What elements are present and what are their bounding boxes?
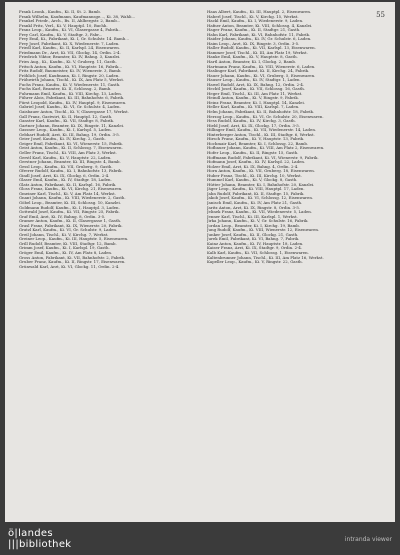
directory-entry: Fries Aug., Ki., Kaufm., Ki. V, Gruberg. 11, Gasth.	[19, 59, 117, 65]
directory-entry: Gruber Franz, Kaufm., Ki. II, Ringstr. 17, Eisenwaren.	[19, 259, 126, 265]
directory-entry: Graf Emil, Arzt, Ki. IV, Bahng. 8, Ordin. 3-5.	[19, 213, 106, 219]
directory-entry: Huber Franz, Tischl., Ki. III, Kirchg. 10, Werkst.	[207, 172, 302, 178]
scanned-page	[5, 2, 395, 522]
directory-entry: Fuchs Karl, Beamter, Ki. II, Schlossg. 2, Bamb.	[19, 86, 112, 92]
directory-entry: Geiger Emil, Fabrikant, Ki. VI, Wienerstr. 15, Fabrik.	[19, 140, 124, 146]
directory-entry: Geier Josef, Kaufm., Ki. IV, Kirchg. 2, Gasth.	[19, 136, 106, 142]
directory-entry: Hartmann Franz, Kaufm., Ki. VIII, Wienerstr. 6, Laden.	[207, 63, 316, 69]
directory-entry: Gaisbauer Anton, Tischl., Ki. V, Glasergasse 17, Werkst.	[19, 109, 129, 115]
directory-entry: Gerstner Johann, Beamter, Ki. III, Ringstr. 4, Bamb.	[19, 159, 121, 165]
viewer-label[interactable]: intranda viewer	[344, 536, 392, 543]
directory-entry: Greiner Leop., Kaufm., Ki. III, Hauptstr. 5, Eisenwaren.	[19, 236, 129, 242]
directory-entry: Gnant Johann, Kaufm., Ki. VIII, Wiedenerstr. 2, Gasth.	[19, 195, 126, 201]
directory-entry: Grünwald Karl, Arzt, Ki. VI, Glockg. 11, Ordin. 2-4.	[19, 263, 120, 269]
directory-entry: Kapeller Leop., Kaufm., Ki. V, Ringstr. 22, Gasth.	[207, 259, 303, 265]
directory-entry: Haslinger Karl, Fabrikant, Ki. II, Kirchg. 24, Fabrik.	[207, 68, 310, 74]
directory-entry: Jordan Leop., Beamter, Ki. I, Kirchg. 19, Bamb.	[207, 222, 300, 228]
library-logo[interactable]	[8, 528, 71, 550]
directory-entry: Gall Franz, Gastwirt, Ki. II, Hauptpl. 12, Gasth.	[19, 113, 113, 119]
directory-entry: Holzer Emil, Arzt, Ki. IX, Bahng. 4, Ordin. 2-4.	[207, 163, 299, 169]
directory-entry: Jelinek Franz, Kaufm., Ki. VII, Wiedenerstr. 5, Laden.	[207, 209, 313, 215]
directory-entry: Heinz Franz, Beamter, Ki. I, Hauptpl. 14, Kanzlei.	[207, 99, 305, 105]
directory-entry: Göbel Leop., Beamter, Ki. III, Schlossg. 10, Kanzlei.	[19, 199, 121, 205]
directory-entry: Hafner Anton, Beamter, Ki. VIII, Schlossg. 4, Kanzlei.	[207, 22, 313, 28]
directory-entry: Gindl Josef, Arzt, Ki. IX, Glockg. 6, Ordin. 2-4.	[19, 172, 110, 178]
directory-entry: Frey Josef, Fabrikant, Ki. X, Wiedenerstr. 7, Laden.	[19, 40, 120, 46]
directory-entry: Hummel Karl, Kaufm., Ki. V, Glockg. 8, Gasth.	[207, 177, 298, 183]
directory-entry: Heindl Anton, Kaufm., Ki. V, Ringstr. 9, Fabrik.	[207, 95, 299, 101]
directory-entry: Hawel Rudolf, Arzt, Ki. IX, Bahng. 12, Ordin. 2-4.	[207, 81, 305, 87]
directory-entry: Haller Rudolf, Kaufm., Ki. VII, Karlspl. 13, Eisenwaren.	[207, 45, 316, 51]
directory-entry: Führer Alois, Fabrikant, Ki. III, Bahnhofstr. 6, Fabrik.	[19, 95, 125, 101]
directory-entry: Horn Anton, Kaufm., Ki. VII, Gruberg. 18, Eisenwaren.	[207, 168, 316, 174]
directory-entry: Friedmann Dr., Arzt, Ki. VII, Glockg. 14, Ordin. 2-4.	[19, 49, 121, 55]
directory-entry: Hechtl Josef, Kaufm., Ki. VII, Schlossg. 16, Gasth.	[207, 86, 306, 92]
directory-entry: Jung Rudolf, Kaufm., Ki. VIII, Wienerstr. 12, Eisenwaren.	[207, 227, 320, 233]
directory-entry: Fürst Leopold, Kaufm., Ki. IV, Hauptpl. 9, Eisenwaren.	[19, 99, 127, 105]
right-column	[207, 10, 379, 515]
directory-entry: Kalb Karl, Kaufm., Ki. VII, Schlossg. 1, Eisenwaren.	[207, 249, 309, 255]
directory-entry: Hanke Emil, Kaufm., Ki. V, Hauptstr. 8, Gasth.	[207, 54, 298, 60]
directory-entry: Hillinger Emil, Kaufm., Ki. VII, Wiedenerstr. 14, Laden.	[207, 127, 317, 133]
directory-entry: Jurek Emil, Fabrikant, Ki. VI, Bahng. 7, Fabrik.	[207, 236, 300, 242]
directory-entry: Jahn Rudolf, Fabrikant, Ki. II, Stadtgr. 15, Fabrik.	[207, 190, 305, 196]
directory-entry: Kainz Anton, Kaufm., Ki. IV, Hauptstr. 18, Laden.	[207, 240, 304, 246]
viewer-footer	[0, 525, 400, 555]
directory-entry: Helm Johann, Fabrikant, Ki. II, Bahnhofstr. 18, Fabrik.	[207, 109, 315, 115]
directory-entry: Gerstl Karl, Kaufm., Ki. V, Hauptstr. 22, Laden.	[19, 154, 112, 160]
logo-line-1: ö|landes	[8, 528, 53, 539]
directory-entry: Hess Rudolf, Kaufm., Ki. IV, Kirchg. 3, Gasth.	[207, 118, 296, 124]
directory-entry: Hackl Emil, Kaufm., Ki. I, Wiedenerstr. 9, Laden.	[207, 18, 304, 24]
directory-entry: Heller Karl, Kaufm., Ki. VIII, Karlspl. 7, Laden.	[207, 104, 300, 110]
directory-entry: Gebhart Rudolf, Arzt, Ki. III, Bahng. 19, Ordin. 3-5.	[19, 131, 120, 137]
directory-entry: Geller Franz, Tischl., Ki. VIII, Am Platz 3, Werkst.	[19, 149, 117, 155]
directory-entry: Frankel Friedr., Arch., Bs. II, Ahlbergstr. 2, Bamb...	[19, 18, 121, 24]
directory-entry: Haim Leop., Arzt, Ki. IX, Ringstr. 3, Ordin. 3-5.	[207, 40, 300, 46]
directory-entry: Gfrerer Rudolf, Kaufm., Ki. I, Bahnhofstr. 13, Fabrik.	[19, 168, 123, 174]
directory-entry: Grill Rudolf, Beamter, Ki. VIII, Stadtgr. 12, Bamb.	[19, 240, 117, 246]
directory-entry: Hinterberger Anton, Tischl., Ki. III, Stadtgr. 6, Werkst.	[207, 131, 315, 137]
directory-entry: Gassner Leop., Kaufm., Ki. I, Karlspl. 5, Laden.	[19, 127, 112, 133]
directory-entry: Fritsch Anton, Kaufm., Ki. VI, Hauptstr. 16, Fabrik...	[19, 63, 123, 69]
directory-entry: Frühwirth Johann, Tischl., Ki. IX, Am Platz 5, Werkst.	[19, 77, 125, 83]
directory-entry: Gratzl Karl, Kaufm., Ki. VI, Gr. Schulstr. 9, Laden.	[19, 227, 118, 233]
directory-entry: Hauser Leop., Kaufm., Ki. IV, Stadtgr. 1, Laden.	[207, 77, 301, 83]
directory-entry: Haider Johann, Kaufm., Ki. IV, Gr. Schulstr. 6, Laden.	[207, 36, 312, 42]
directory-entry: Friedl Karl, Kaufm., Ki. II, Karlspl. 24, Eisenwaren.	[19, 45, 121, 51]
directory-entry: Hofmann Josef, Kaufm., Ki. IV, Karlspl. 22, Laden.	[207, 159, 306, 165]
directory-entry: Gottwald Josef, Kaufm., Ki. VII, Ringstr. 25, Fabrik.	[19, 209, 120, 215]
directory-entry: Haberl Josef, Tischl., Ki. V, Kirchg. 15, Werkst.	[207, 13, 299, 19]
directory-entry: Gmeiner Karl, Tischl., Ki. V, Am Platz 14, Werkst.	[19, 190, 116, 196]
directory-entry: Fritz Rudolf, Baumeister, Ki. IV, Wienerstr. 3, Bamb.	[19, 68, 122, 74]
left-column	[19, 10, 191, 515]
directory-entry: Greil Johann, Tischl., Ki. V, Kirchg. 7, Werkst.	[19, 231, 109, 237]
directory-entry: Frey Carl, Kaufm., Ki. V, Stadtgr. 3, Fabr...	[19, 31, 103, 37]
directory-entry: Hofer Leop., Kaufm., Ki. II, Ringstr. 15, Gasth.	[207, 149, 299, 155]
directory-entry: Frank Wilhelm, Kaufmann, Kaufmannsge..., Ki. 38, Wahli...	[19, 13, 136, 19]
directory-entry: Jäger Leop., Kaufm., Ki. VIII, Hauptpl. 17, Laden.	[207, 186, 305, 192]
directory-entry: Heger Emil, Tischl., Ki. III, Am Platz 11, Werkst.	[207, 90, 303, 96]
directory-entry: Hofbauer Johann, Kaufm., Ki. VIII, Am Platz 2, Eisenwaren.	[207, 145, 325, 151]
directory-entry: Frankl Fritz, Verl., Ki. V, Hauptpl. 10, Buchh.	[19, 22, 108, 28]
directory-entry: Hammer Josef, Tischl., Ki. III, Am Platz 19, Werkst.	[207, 49, 308, 55]
directory-entry: Jakob Josef, Kaufm., Ki. VI, Schlossg. 12, Eisenwaren.	[207, 195, 314, 201]
directory-entry: Hirsch Franz, Kaufm., Ki. V, Hauptstr. 13, Fabrik.	[207, 136, 305, 142]
directory-entry: Kaiser Franz, Arzt, Ki. IX, Stadtgr. 9, Ordin. 2-4.	[207, 245, 303, 251]
directory-entry: Hütter Johann, Beamter, Ki. I, Bahnhofstr. 20, Kanzlei.	[207, 181, 315, 187]
directory-entry: Friedrich Viktor, Beamter, Ki. IV, Bahng. 3, Kanzlei.	[19, 54, 121, 60]
directory-entry: Gramer Anton, Kaufm., Ki. II, Glasergasse 1, Gasth.	[19, 218, 122, 224]
directory-entry: Fuhrmann Emil, Kaufm., Ki. VIII, Kirchg. 13, Laden.	[19, 90, 122, 96]
directory-entry: Gloss Franz, Kaufm., Ki. VI, Kirchg. 21, Eisenwaren.	[19, 186, 123, 192]
directory-entry: Frey Emil, Ki., Fabrikant, Ki. I, Gr. Schulstr. 14. Bamb...	[19, 36, 129, 42]
directory-entry: Gartner Johann, Beamter, Ki. IX, Ringstr. 11, Kanzlei.	[19, 122, 125, 128]
directory-entry: Geist Anton, Kaufm., Ki. II, Schlossg. 7, Eisenwaren.	[19, 145, 123, 151]
directory-entry: Fröhlich Josef, Kaufmann, Ki. I, Ringstr. 20, Laden.	[19, 72, 120, 78]
directory-entry: Jirka Johann, Kaufm., Ki. V, Gr. Schulstr. 16, Fabrik.	[207, 218, 309, 224]
directory-entry: Janisch Emil, Kaufm., Ki. IV, Am Platz 21, Gasth.	[207, 199, 303, 205]
directory-entry: Hahn Karl, Fabrikant, Ki. VI, Bahnhofstr. 11, Fabrik.	[207, 31, 311, 37]
directory-entry: Ganster Karl, Kaufm., Ki. VII, Stadtgr. 8, Fabrik.	[19, 118, 115, 124]
directory-entry: Hartl Anton, Beamter, Ki. I, Glockg. 2, Bamb.	[207, 59, 297, 65]
directory-entry: Franz Leop., Kaufm., Ki. VI, Glasergasse 4, Fabrik...	[19, 27, 122, 33]
directory-entry: Junker Josef, Kaufm., Ki. II, Glockg. 21, Gasth.	[207, 231, 299, 237]
directory-entry: Hoffmann Rudolf, Fabrikant, Ki. VI, Wienerstr. 9, Fabrik.	[207, 154, 319, 160]
directory-entry: Goldmann Rudolf, Kaufm., Ki. I, Hauptpl. 3, Laden.	[19, 204, 120, 210]
directory-entry: Herzog Leop., Kaufm., Ki. VI, Gr. Schulstr. 20, Eisenwaren.	[207, 113, 324, 119]
directory-entry: Gross Anton, Fabrikant, Ki. VII, Bahnhofstr. 2, Fabrik.	[19, 254, 126, 260]
directory-entry: Hager Franz, Kaufm., Ki. II, Stadtgr. 21, Gasth.	[207, 27, 301, 33]
directory-entry: Haas Albert, Kaufm., Ki. III, Hauptpl. 2, Eisenwaren.	[207, 10, 312, 14]
directory-entry: Jaritz Anton, Arzt, Ki. IX, Ringstr. 8, Ordin. 3-5.	[207, 204, 301, 210]
logo-line-2: |||bibliothek	[8, 539, 72, 550]
directory-entry: Hauer Johann, Kaufm., Ki. VI, Gruberg. 5, Eisenwaren.	[207, 72, 316, 78]
directory-entry: Glaser Emil, Kaufm., Ki. IV, Stadtgr. 18, Laden.	[19, 177, 112, 183]
directory-entry: Glatz Anton, Fabrikant, Ki. II, Karlspl. 16, Fabrik.	[19, 181, 117, 187]
directory-entry: Gabriel Josef, Kaufm., Ki. VI, Gr. Schulstr. 4, Laden.	[19, 104, 121, 110]
directory-entry: Frank Leonh., Kaufm., Ki. II, St. 2. Bamb.	[19, 10, 101, 14]
directory-entry: Jenner Karl, Tischl., Ki. III, Karlspl. 1, Werkst.	[207, 213, 298, 219]
directory-entry: Kaltenbrunner Johann, Tischl., Ki. III, Am Platz 16, Werkst.	[207, 254, 324, 260]
directory-entry: Gessl Leop., Kaufm., Ki. VII, Gruberg. 9, Gasth.	[19, 163, 113, 169]
directory-entry: Grasl Franz, Fabrikant, Ki. IX, Wienerstr. 20, Fabrik.	[19, 222, 123, 228]
directory-entry: Hochmair Karl, Beamter, Ki. I, Schlossg. 22, Bamb.	[207, 140, 309, 146]
directory-entry: Fuchs Franz, Kaufm., Ki. V, Wiedenerstr. 11, Gasth.	[19, 81, 121, 87]
directory-entry: Grimm Josef, Kaufm., Ki. I, Karlspl. 19, Gasth.	[19, 245, 110, 251]
directory-entry: Gröger Emil, Kaufm., Ki. IV, Am Platz 8, Laden.	[19, 249, 113, 255]
page-number: 55	[376, 11, 385, 19]
directory-entry: Hiebl Josef, Arzt, Ki. IX, Glockg. 17, Ordin. 3-5.	[207, 122, 300, 128]
